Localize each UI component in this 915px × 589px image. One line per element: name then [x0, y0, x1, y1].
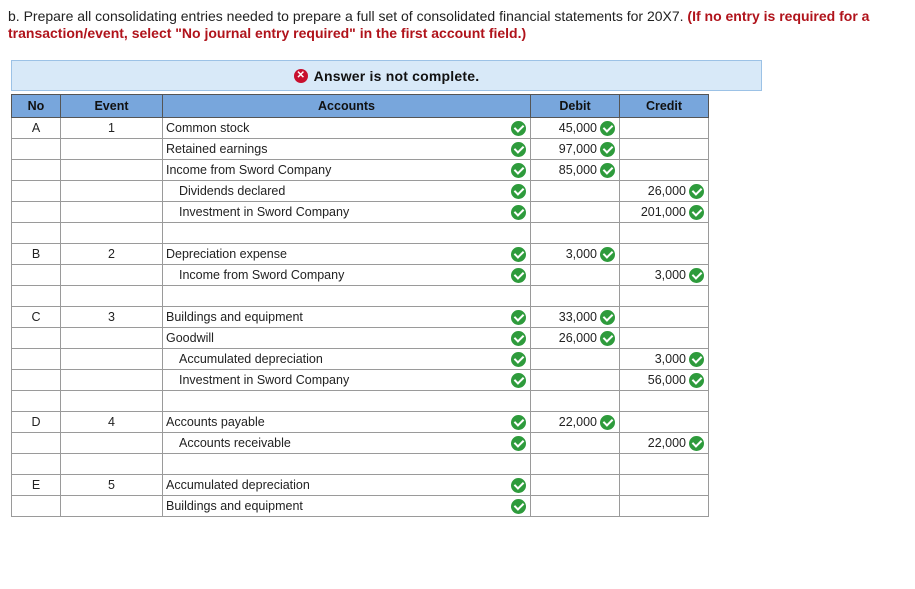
empty-cell [531, 223, 620, 244]
header-event: Event [61, 95, 163, 118]
account-name: Retained earnings [166, 142, 268, 156]
check-icon [600, 121, 615, 136]
debit-input[interactable] [531, 328, 620, 349]
credit-input[interactable] [620, 139, 709, 160]
empty-cell [163, 223, 531, 244]
credit-input[interactable] [620, 349, 709, 370]
cell-event [61, 328, 163, 349]
check-icon [600, 163, 615, 178]
debit-input-value: 3,000 [565, 247, 597, 261]
cell-event [61, 370, 163, 391]
debit-input[interactable] [531, 433, 620, 454]
cell-event [61, 349, 163, 370]
empty-cell [61, 454, 163, 475]
cell-account-select[interactable] [163, 370, 531, 391]
empty-cell [163, 454, 531, 475]
credit-input[interactable] [620, 433, 709, 454]
empty-cell [531, 391, 620, 412]
table-row [12, 412, 709, 433]
cell-event [61, 160, 163, 181]
cell-no [12, 370, 61, 391]
check-icon [511, 331, 526, 346]
empty-cell [620, 286, 709, 307]
check-icon [600, 331, 615, 346]
account-name: Investment in Sword Company [179, 373, 350, 387]
table-row [12, 139, 709, 160]
cell-event [61, 181, 163, 202]
empty-cell [61, 286, 163, 307]
spacer-row [12, 454, 709, 475]
cell-account-select[interactable] [163, 496, 531, 517]
table-row [12, 433, 709, 454]
cell-no [12, 349, 61, 370]
empty-cell [620, 454, 709, 475]
debit-input-value: 33,000 [558, 310, 597, 324]
table-row [12, 370, 709, 391]
cell-no [12, 265, 61, 286]
empty-cell [620, 223, 709, 244]
cell-no: B [12, 244, 61, 265]
cell-no [12, 202, 61, 223]
account-name: Accumulated depreciation [179, 352, 323, 366]
account-name: Income from Sword Company [166, 163, 332, 177]
debit-input[interactable] [531, 265, 620, 286]
cell-account-select[interactable] [163, 307, 531, 328]
spacer-row [12, 286, 709, 307]
cell-event [61, 139, 163, 160]
empty-cell [12, 454, 61, 475]
table-row [12, 244, 709, 265]
table-row [12, 496, 709, 517]
table-row [12, 475, 709, 496]
empty-cell [61, 391, 163, 412]
cell-no: E [12, 475, 61, 496]
cell-no: C [12, 307, 61, 328]
credit-input-value: 56,000 [647, 373, 686, 387]
debit-input[interactable] [531, 160, 620, 181]
table-row [12, 118, 709, 139]
cell-account-select[interactable] [163, 412, 531, 433]
cell-event: 1 [61, 118, 163, 139]
credit-input-value: 201,000 [640, 205, 686, 219]
check-icon [511, 247, 526, 262]
debit-input[interactable] [531, 244, 620, 265]
check-icon [511, 373, 526, 388]
table-row [12, 328, 709, 349]
check-icon [689, 373, 704, 388]
debit-input[interactable] [531, 349, 620, 370]
debit-input-value: 22,000 [558, 415, 597, 429]
cell-event [61, 265, 163, 286]
debit-input-value: 45,000 [558, 121, 597, 135]
empty-cell [12, 286, 61, 307]
credit-input-value: 3,000 [654, 352, 686, 366]
check-icon [511, 268, 526, 283]
debit-input[interactable] [531, 139, 620, 160]
check-icon [689, 205, 704, 220]
check-icon [511, 184, 526, 199]
credit-input[interactable] [620, 244, 709, 265]
account-name: Income from Sword Company [179, 268, 345, 282]
debit-input[interactable] [531, 307, 620, 328]
journal-entry-table [11, 94, 709, 517]
cell-no: A [12, 118, 61, 139]
empty-cell [61, 223, 163, 244]
cell-event: 4 [61, 412, 163, 433]
credit-input[interactable] [620, 328, 709, 349]
debit-input[interactable] [531, 370, 620, 391]
cell-event: 3 [61, 307, 163, 328]
check-icon [600, 415, 615, 430]
answer-status-text: Answer is not complete. [313, 67, 480, 84]
cell-no: D [12, 412, 61, 433]
account-name: Depreciation expense [166, 247, 287, 261]
x-circle-icon: ✕ [294, 69, 308, 83]
account-name: Common stock [166, 121, 250, 135]
check-icon [511, 499, 526, 514]
credit-input[interactable] [620, 412, 709, 433]
check-icon [511, 142, 526, 157]
cell-no [12, 496, 61, 517]
cell-event: 5 [61, 475, 163, 496]
table-row [12, 160, 709, 181]
debit-input[interactable] [531, 496, 620, 517]
cell-event [61, 202, 163, 223]
check-icon [511, 478, 526, 493]
prompt-text: b. Prepare all consolidating entries needed to prepare a full set of consolidated financial statements for 20X7. [8, 8, 684, 24]
check-icon [511, 121, 526, 136]
credit-input[interactable] [620, 496, 709, 517]
empty-cell [531, 454, 620, 475]
header-accounts: Accounts [163, 95, 531, 118]
cell-no [12, 433, 61, 454]
empty-cell [531, 286, 620, 307]
check-icon [689, 436, 704, 451]
cell-no [12, 139, 61, 160]
table-row [12, 265, 709, 286]
cell-account-select[interactable] [163, 433, 531, 454]
credit-input[interactable] [620, 118, 709, 139]
debit-input[interactable] [531, 202, 620, 223]
account-name: Accounts receivable [179, 436, 291, 450]
credit-input[interactable] [620, 475, 709, 496]
debit-input[interactable] [531, 181, 620, 202]
credit-input-value: 22,000 [647, 436, 686, 450]
credit-input-value: 26,000 [647, 184, 686, 198]
check-icon [689, 268, 704, 283]
check-icon [600, 247, 615, 262]
account-name: Buildings and equipment [166, 499, 303, 513]
header-debit: Debit [531, 95, 620, 118]
cell-event: 2 [61, 244, 163, 265]
table-row [12, 202, 709, 223]
cell-no [12, 181, 61, 202]
cell-account-select[interactable] [163, 202, 531, 223]
check-icon [511, 163, 526, 178]
account-name: Goodwill [166, 331, 214, 345]
check-icon [511, 436, 526, 451]
cell-event [61, 433, 163, 454]
cell-event [61, 496, 163, 517]
credit-input[interactable] [620, 265, 709, 286]
table-row [12, 181, 709, 202]
cell-no [12, 160, 61, 181]
question-prompt [8, 8, 903, 41]
spacer-row [12, 223, 709, 244]
cell-account-select[interactable] [163, 160, 531, 181]
cell-account-select[interactable] [163, 349, 531, 370]
header-credit: Credit [620, 95, 709, 118]
credit-input[interactable] [620, 307, 709, 328]
credit-input[interactable] [620, 181, 709, 202]
credit-input[interactable] [620, 370, 709, 391]
table-row [12, 349, 709, 370]
credit-input-value: 3,000 [654, 268, 686, 282]
credit-input[interactable] [620, 202, 709, 223]
debit-input-value: 26,000 [558, 331, 597, 345]
credit-input[interactable] [620, 160, 709, 181]
check-icon [511, 352, 526, 367]
cell-account-select[interactable] [163, 475, 531, 496]
empty-cell [12, 223, 61, 244]
debit-input[interactable] [531, 475, 620, 496]
check-icon [511, 205, 526, 220]
answer-status-banner [11, 60, 762, 91]
debit-input[interactable] [531, 118, 620, 139]
check-icon [689, 184, 704, 199]
account-name: Accounts payable [166, 415, 265, 429]
account-name: Dividends declared [179, 184, 286, 198]
check-icon [600, 142, 615, 157]
cell-account-select[interactable] [163, 139, 531, 160]
empty-cell [12, 391, 61, 412]
table-header-row [12, 95, 709, 118]
header-no: No [12, 95, 61, 118]
check-icon [600, 310, 615, 325]
check-icon [689, 352, 704, 367]
empty-cell [163, 286, 531, 307]
cell-account-select[interactable] [163, 328, 531, 349]
spacer-row [12, 391, 709, 412]
cell-no [12, 328, 61, 349]
account-name: Investment in Sword Company [179, 205, 350, 219]
account-name: Buildings and equipment [166, 310, 303, 324]
prompt-note: (If no entry is required for a transaction/event, select "No journal entry required" in the first account field.) [8, 8, 870, 41]
cell-account-select[interactable] [163, 244, 531, 265]
empty-cell [620, 391, 709, 412]
debit-input[interactable] [531, 412, 620, 433]
table-row [12, 307, 709, 328]
account-name: Accumulated depreciation [166, 478, 310, 492]
check-icon [511, 415, 526, 430]
check-icon [511, 310, 526, 325]
debit-input-value: 85,000 [558, 163, 597, 177]
empty-cell [163, 391, 531, 412]
debit-input-value: 97,000 [558, 142, 597, 156]
cell-account-select[interactable] [163, 118, 531, 139]
cell-account-select[interactable] [163, 265, 531, 286]
cell-account-select[interactable] [163, 181, 531, 202]
